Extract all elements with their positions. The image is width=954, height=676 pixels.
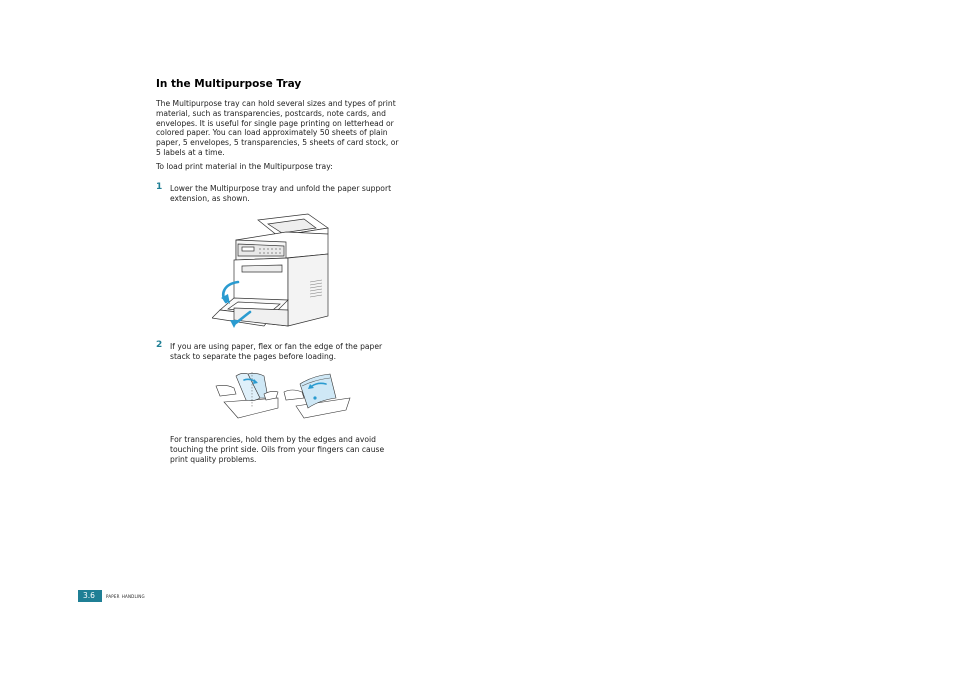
- step-1-number: 1: [156, 182, 163, 192]
- footer-section-name: paper handling: [106, 592, 145, 600]
- transparency-note: For transparencies, hold them by the edges and avoid touching the print side. Oils from your fingers can cause print quality problems.: [170, 435, 385, 464]
- printer-tray-illustration: [212, 210, 332, 330]
- intro-paragraph: The Multipurpose tray can hold several sizes and types of print material, such as transparencies, postcards, note cards, and envelopes. It is useful for single page printing on letterhead or colored paper. You can load approximately 50 sheets of plain paper, 5 envelopes, 5 transparencies, 5 sheets of card stock, or 5 labels at a time.: [156, 99, 399, 157]
- page-footer: [78, 590, 145, 602]
- page-number-tab: 3.6: [78, 590, 102, 602]
- step-2-text: If you are using paper, flex or fan the edge of the paper stack to separate the pages before loading.: [170, 342, 383, 361]
- lead-in-paragraph: To load print material in the Multipurpose tray:: [156, 162, 333, 171]
- step-2-number: 2: [156, 340, 163, 350]
- section-heading: In the Multipurpose Tray: [156, 78, 302, 90]
- fan-paper-illustration: [212, 368, 352, 428]
- step-1-text: Lower the Multipurpose tray and unfold the paper support extension, as shown.: [170, 184, 392, 203]
